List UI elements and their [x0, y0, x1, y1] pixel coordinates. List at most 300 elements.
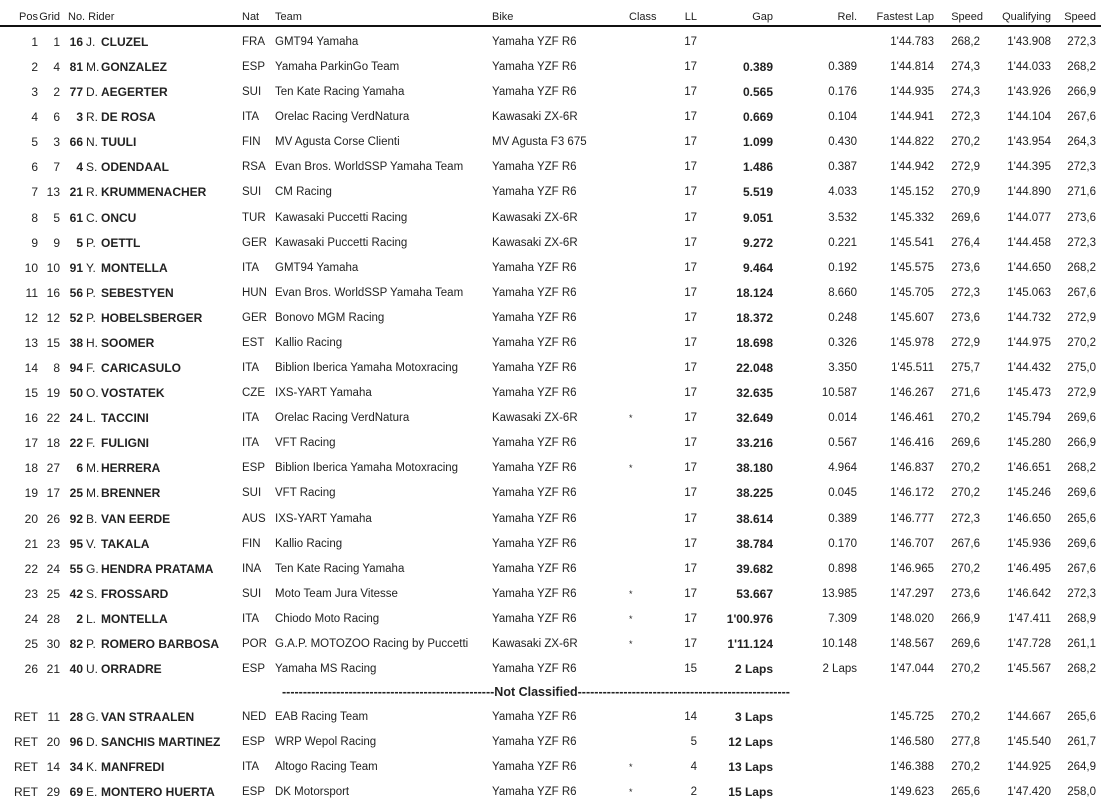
cell-team: Moto Team Jura Vitesse — [275, 587, 398, 600]
cell-qualifying: 1'44.432 — [1007, 362, 1051, 375]
cell-surname: SEBESTYEN — [101, 285, 174, 300]
cell-pos: 24 — [24, 611, 38, 626]
cell-initial: G. — [86, 710, 99, 724]
cell-gap: 0.389 — [742, 60, 773, 75]
cell-fastest-lap: 1'46.267 — [890, 387, 934, 400]
cell-gap: 32.649 — [736, 411, 773, 426]
not-classified-separator: ---------------------------------------------------Not Classified--------------------------------------------------- — [282, 685, 790, 699]
table-row — [0, 183, 1106, 201]
header-nat: Nat — [242, 11, 260, 23]
cell-ll: 17 — [684, 61, 697, 74]
cell-grid: 28 — [46, 611, 60, 626]
cell-qual-speed: 261,1 — [1067, 637, 1096, 650]
cell-grid: 21 — [46, 662, 60, 676]
cell-qual-speed: 268,2 — [1067, 663, 1096, 675]
cell-pos: 23 — [24, 586, 38, 601]
cell-speed: 270,2 — [951, 761, 980, 774]
cell-gap: 38.180 — [736, 461, 773, 476]
cell-qual-speed: 267,6 — [1067, 286, 1096, 299]
cell-grid: 7 — [53, 160, 60, 175]
cell-ll: 17 — [684, 562, 697, 575]
cell-fastest-lap: 1'45.607 — [890, 311, 934, 324]
cell-no: 25 — [69, 486, 83, 501]
cell-qual-speed: 265,6 — [1067, 512, 1096, 525]
table-row — [0, 585, 1106, 603]
cell-speed: 265,6 — [951, 786, 980, 799]
cell-team: MV Agusta Corse Clienti — [275, 136, 400, 149]
cell-grid: 24 — [46, 561, 60, 576]
cell-rel: 0.176 — [828, 86, 857, 99]
cell-ll: 17 — [684, 512, 697, 525]
cell-initial: L. — [86, 611, 97, 626]
cell-gap: 18.124 — [736, 285, 773, 300]
cell-team: Kallio Racing — [275, 336, 343, 349]
cell-qual-speed: 272,3 — [1067, 36, 1096, 48]
cell-initial: H. — [86, 335, 98, 350]
cell-rel: 0.104 — [828, 111, 857, 124]
cell-ll: 17 — [684, 261, 697, 274]
cell-no: 42 — [69, 586, 83, 601]
cell-fastest-lap: 1'45.332 — [890, 211, 934, 224]
cell-qual-speed: 267,6 — [1067, 111, 1096, 124]
cell-pos: 20 — [24, 511, 38, 526]
cell-no: 2 — [76, 611, 83, 626]
cell-pos: 14 — [24, 361, 38, 376]
cell-bike: Yamaha YZF R6 — [492, 362, 577, 375]
cell-qual-speed: 272,9 — [1067, 311, 1096, 324]
cell-fastest-lap: 1'44.814 — [890, 61, 934, 74]
table-row — [0, 635, 1106, 653]
cell-qual-speed: 269,6 — [1067, 412, 1096, 425]
cell-gap: 53.667 — [736, 586, 773, 601]
cell-speed: 270,2 — [951, 412, 980, 425]
cell-pos: 26 — [24, 662, 38, 676]
cell-surname: HENDRA PRATAMA — [101, 561, 214, 576]
cell-bike: Yamaha YZF R6 — [492, 487, 577, 500]
cell-grid: 8 — [53, 361, 60, 376]
cell-nat: NED — [242, 711, 267, 723]
cell-rel: 0.170 — [828, 537, 857, 550]
table-row — [0, 708, 1106, 726]
cell-team: IXS-YART Yamaha — [275, 512, 372, 525]
cell-ll: 17 — [684, 161, 697, 174]
cell-nat: ESP — [242, 61, 266, 74]
cell-fastest-lap: 1'46.580 — [890, 736, 934, 749]
table-row — [0, 384, 1106, 402]
cell-fastest-lap: 1'45.152 — [890, 186, 934, 199]
cell-team: Kallio Racing — [275, 537, 343, 550]
cell-bike: MV Agusta F3 675 — [492, 136, 587, 149]
cell-surname: BRENNER — [101, 486, 161, 501]
cell-gap: 0.669 — [742, 110, 773, 125]
cell-surname: AEGERTER — [101, 85, 168, 100]
cell-pos: 18 — [24, 461, 38, 476]
cell-nat: TUR — [242, 211, 266, 224]
cell-ll: 17 — [684, 86, 697, 99]
cell-fastest-lap: 1'46.172 — [890, 487, 934, 500]
cell-surname: VAN STRAALEN — [101, 710, 195, 724]
cell-pos: 12 — [24, 310, 38, 325]
cell-no: 28 — [69, 710, 83, 724]
cell-nat: FIN — [242, 136, 261, 149]
cell-qual-speed: 264,3 — [1067, 136, 1096, 149]
cell-speed: 272,9 — [951, 336, 980, 349]
cell-surname: ROMERO BARBOSA — [101, 636, 220, 651]
cell-speed: 277,8 — [951, 736, 980, 749]
cell-bike: Kawasaki ZX-6R — [492, 637, 578, 650]
cell-class: * — [629, 463, 633, 474]
cell-nat: GER — [242, 311, 267, 324]
cell-qualifying: 1'46.642 — [1007, 587, 1051, 600]
cell-speed: 266,9 — [951, 612, 980, 625]
cell-surname: OETTL — [101, 235, 141, 250]
cell-gap: 22.048 — [736, 361, 773, 376]
cell-surname: TAKALA — [101, 536, 150, 551]
cell-no: 95 — [69, 536, 83, 551]
cell-initial: E. — [86, 785, 98, 800]
cell-gap: 38.225 — [736, 486, 773, 501]
cell-nat: ITA — [242, 437, 260, 450]
table-row — [0, 560, 1106, 578]
cell-team: G.A.P. MOTOZOO Racing by Puccetti — [275, 637, 469, 650]
cell-gap: 1'00.976 — [726, 611, 773, 626]
cell-nat: FIN — [242, 537, 261, 550]
cell-fastest-lap: 1'46.965 — [890, 562, 934, 575]
cell-initial: C. — [86, 210, 98, 225]
cell-no: 77 — [69, 85, 83, 100]
cell-rel: 8.660 — [828, 286, 857, 299]
cell-initial: K. — [86, 760, 98, 775]
cell-ll: 17 — [684, 487, 697, 500]
cell-rel: 0.192 — [828, 261, 857, 274]
cell-no: 24 — [69, 411, 83, 426]
cell-initial: S. — [86, 160, 98, 175]
table-row — [0, 309, 1106, 327]
cell-nat: EST — [242, 336, 265, 349]
cell-qual-speed: 258,0 — [1067, 786, 1096, 799]
cell-nat: ESP — [242, 786, 266, 799]
cell-gap: 38.784 — [736, 536, 773, 551]
cell-speed: 272,3 — [951, 512, 980, 525]
cell-ll: 17 — [684, 186, 697, 199]
cell-speed: 269,6 — [951, 211, 980, 224]
cell-pos: 15 — [24, 386, 38, 401]
cell-no: 66 — [69, 135, 83, 150]
cell-bike: Yamaha YZF R6 — [492, 286, 577, 299]
cell-ll: 15 — [684, 663, 697, 675]
cell-pos: 16 — [24, 411, 38, 426]
cell-bike: Yamaha YZF R6 — [492, 537, 577, 550]
cell-pos: 4 — [31, 110, 38, 125]
header-gap: Gap — [752, 11, 773, 23]
cell-nat: ESP — [242, 663, 266, 675]
cell-speed: 269,6 — [951, 437, 980, 450]
cell-qualifying: 1'44.925 — [1007, 761, 1051, 774]
header-class: Class — [629, 11, 657, 23]
cell-speed: 270,2 — [951, 136, 980, 149]
cell-fastest-lap: 1'44.941 — [890, 111, 934, 124]
cell-nat: SUI — [242, 487, 262, 500]
cell-ll: 17 — [684, 437, 697, 450]
cell-nat: FRA — [242, 36, 265, 48]
cell-pos: 17 — [24, 436, 38, 451]
cell-team: GMT94 Yamaha — [275, 36, 359, 48]
cell-ll: 17 — [684, 211, 697, 224]
cell-initial: M. — [86, 486, 100, 501]
cell-fastest-lap: 1'46.461 — [890, 412, 934, 425]
cell-speed: 272,3 — [951, 286, 980, 299]
cell-surname: ODENDAAL — [101, 160, 169, 175]
cell-pos: 1 — [31, 35, 38, 49]
cell-speed: 270,2 — [951, 462, 980, 475]
cell-qualifying: 1'44.033 — [1007, 61, 1051, 74]
cell-qual-speed: 272,3 — [1067, 236, 1096, 249]
cell-pos: RET — [14, 760, 38, 775]
cell-pos: 7 — [31, 185, 38, 200]
table-row — [0, 33, 1106, 51]
cell-ll: 17 — [684, 286, 697, 299]
cell-grid: 12 — [46, 310, 60, 325]
cell-qual-speed: 266,9 — [1067, 86, 1096, 99]
cell-team: VFT Racing — [275, 437, 336, 450]
cell-bike: Yamaha YZF R6 — [492, 437, 577, 450]
cell-rel: 4.033 — [828, 186, 857, 199]
cell-nat: POR — [242, 637, 267, 650]
cell-pos: 9 — [31, 235, 38, 250]
table-row — [0, 459, 1106, 477]
cell-nat: HUN — [242, 286, 267, 299]
header-divider — [0, 25, 1101, 27]
cell-team: Evan Bros. WorldSSP Yamaha Team — [275, 286, 464, 299]
cell-bike: Kawasaki ZX-6R — [492, 412, 578, 425]
cell-class: * — [629, 638, 633, 649]
cell-fastest-lap: 1'44.822 — [890, 136, 934, 149]
cell-initial: S. — [86, 586, 98, 601]
cell-bike: Yamaha YZF R6 — [492, 186, 577, 199]
cell-speed: 273,6 — [951, 311, 980, 324]
cell-bike: Yamaha YZF R6 — [492, 512, 577, 525]
cell-qual-speed: 265,6 — [1067, 711, 1096, 723]
cell-ll: 4 — [690, 761, 697, 774]
cell-ll: 17 — [684, 637, 697, 650]
cell-fastest-lap: 1'44.783 — [890, 36, 934, 48]
cell-speed: 275,7 — [951, 362, 980, 375]
cell-gap: 1'11.124 — [727, 636, 773, 651]
cell-surname: TUULI — [101, 135, 137, 150]
cell-qual-speed: 261,7 — [1067, 736, 1096, 749]
cell-team: DK Motorsport — [275, 786, 350, 799]
cell-qual-speed: 268,2 — [1067, 462, 1096, 475]
cell-class: * — [629, 588, 633, 599]
cell-gap: 9.051 — [742, 210, 773, 225]
cell-bike: Yamaha YZF R6 — [492, 311, 577, 324]
cell-team: Evan Bros. WorldSSP Yamaha Team — [275, 161, 464, 174]
cell-surname: FULIGNI — [101, 436, 149, 451]
cell-bike: Yamaha YZF R6 — [492, 261, 577, 274]
cell-surname: DE ROSA — [101, 110, 156, 125]
cell-bike: Yamaha YZF R6 — [492, 711, 577, 723]
cell-qualifying: 1'46.650 — [1007, 512, 1051, 525]
cell-surname: CLUZEL — [101, 35, 149, 49]
cell-fastest-lap: 1'45.575 — [890, 261, 934, 274]
cell-qualifying: 1'47.411 — [1008, 612, 1051, 625]
table-row — [0, 409, 1106, 427]
cell-initial: M. — [86, 60, 100, 75]
cell-grid: 16 — [46, 285, 60, 300]
cell-grid: 5 — [53, 210, 60, 225]
cell-qual-speed: 268,2 — [1067, 61, 1096, 74]
cell-qual-speed: 269,6 — [1067, 537, 1096, 550]
cell-no: 40 — [69, 662, 83, 676]
table-row — [0, 234, 1106, 252]
cell-bike: Yamaha YZF R6 — [492, 61, 577, 74]
cell-grid: 17 — [46, 486, 60, 501]
cell-initial: P. — [86, 310, 96, 325]
cell-no: 61 — [69, 210, 83, 225]
header-qual-speed: Speed — [1064, 11, 1096, 23]
cell-surname: VOSTATEK — [101, 386, 165, 401]
cell-speed: 268,2 — [951, 36, 980, 48]
cell-qualifying: 1'43.908 — [1007, 36, 1051, 48]
cell-qual-speed: 269,6 — [1067, 487, 1096, 500]
cell-bike: Kawasaki ZX-6R — [492, 211, 578, 224]
cell-bike: Yamaha YZF R6 — [492, 562, 577, 575]
cell-gap: 9.464 — [742, 260, 773, 275]
cell-fastest-lap: 1'47.297 — [890, 587, 934, 600]
cell-grid: 2 — [53, 85, 60, 100]
cell-team: GMT94 Yamaha — [275, 261, 359, 274]
cell-team: Kawasaki Puccetti Racing — [275, 211, 408, 224]
cell-team: Orelac Racing VerdNatura — [275, 412, 410, 425]
cell-qualifying: 1'45.280 — [1007, 437, 1051, 450]
cell-fastest-lap: 1'46.777 — [890, 512, 934, 525]
cell-team: Ten Kate Racing Yamaha — [275, 86, 405, 99]
cell-speed: 269,6 — [951, 637, 980, 650]
cell-nat: INA — [242, 562, 262, 575]
cell-grid: 1 — [53, 35, 60, 49]
cell-pos: 3 — [31, 85, 38, 100]
cell-fastest-lap: 1'46.837 — [890, 462, 934, 475]
cell-gap: 32.635 — [736, 386, 773, 401]
cell-gap: 1.486 — [742, 160, 773, 175]
cell-pos: 8 — [31, 210, 38, 225]
cell-qual-speed: 267,6 — [1067, 562, 1096, 575]
cell-pos: 25 — [24, 636, 38, 651]
cell-no: 94 — [69, 361, 83, 376]
cell-bike: Yamaha YZF R6 — [492, 387, 577, 400]
cell-grid: 23 — [46, 536, 60, 551]
cell-qual-speed: 266,9 — [1067, 437, 1096, 450]
cell-grid: 4 — [53, 60, 60, 75]
cell-speed: 274,3 — [951, 86, 980, 99]
table-row — [0, 510, 1106, 528]
header-team: Team — [275, 11, 302, 23]
cell-no: 21 — [69, 185, 83, 200]
cell-initial: Y. — [86, 260, 96, 275]
cell-speed: 276,4 — [951, 236, 980, 249]
cell-qual-speed: 273,6 — [1067, 211, 1096, 224]
cell-fastest-lap: 1'45.725 — [890, 711, 934, 723]
cell-pos: 19 — [24, 486, 38, 501]
cell-bike: Yamaha YZF R6 — [492, 587, 577, 600]
cell-no: 34 — [69, 760, 83, 775]
cell-bike: Kawasaki ZX-6R — [492, 236, 578, 249]
cell-bike: Yamaha YZF R6 — [492, 736, 577, 749]
cell-surname: FROSSARD — [101, 586, 169, 601]
cell-surname: SOOMER — [101, 335, 155, 350]
cell-speed: 267,6 — [951, 537, 980, 550]
cell-initial: O. — [86, 386, 99, 401]
cell-class: * — [629, 762, 633, 773]
header-qualifying: Qualifying — [1002, 11, 1051, 23]
cell-surname: MONTELLA — [101, 611, 168, 626]
cell-team: EAB Racing Team — [275, 711, 369, 723]
cell-no: 6 — [76, 461, 83, 476]
cell-surname: GONZALEZ — [101, 60, 167, 75]
cell-speed: 274,3 — [951, 61, 980, 74]
cell-initial: G. — [86, 561, 99, 576]
cell-nat: SUI — [242, 186, 262, 199]
cell-initial: L. — [86, 411, 97, 426]
cell-qual-speed: 264,9 — [1067, 761, 1096, 774]
cell-grid: 26 — [46, 511, 60, 526]
table-header — [0, 9, 1106, 25]
cell-grid: 13 — [46, 185, 60, 200]
header-fastest-lap: Fastest Lap — [876, 11, 934, 23]
cell-rel: 0.387 — [828, 161, 857, 174]
cell-qualifying: 1'44.458 — [1007, 236, 1051, 249]
cell-no: 16 — [69, 35, 83, 49]
table-row — [0, 133, 1106, 151]
cell-gap: 38.614 — [736, 511, 773, 526]
cell-qualifying: 1'46.495 — [1007, 562, 1051, 575]
cell-initial: F. — [86, 361, 96, 376]
cell-nat: ESP — [242, 736, 266, 749]
cell-gap: 18.698 — [736, 335, 773, 350]
cell-team: Ten Kate Racing Yamaha — [275, 562, 405, 575]
cell-grid: 22 — [46, 411, 60, 426]
table-row — [0, 259, 1106, 277]
cell-team: Bonovo MGM Racing — [275, 311, 385, 324]
cell-team: CM Racing — [275, 186, 332, 199]
cell-grid: 27 — [46, 461, 60, 476]
cell-initial: M. — [86, 461, 100, 476]
table-row — [0, 158, 1106, 176]
cell-qualifying: 1'43.926 — [1007, 86, 1051, 99]
cell-rel: 2 Laps — [822, 663, 857, 675]
cell-fastest-lap: 1'46.416 — [890, 437, 934, 450]
cell-rel: 0.221 — [828, 236, 857, 249]
cell-bike: Yamaha YZF R6 — [492, 86, 577, 99]
cell-rel: 7.309 — [828, 612, 857, 625]
cell-initial: V. — [86, 536, 97, 551]
cell-gap: 0.565 — [742, 85, 773, 100]
cell-nat: RSA — [242, 161, 266, 174]
cell-gap: 33.216 — [736, 436, 773, 451]
cell-no: 52 — [69, 310, 83, 325]
cell-speed: 273,6 — [951, 587, 980, 600]
cell-rel: 0.248 — [828, 311, 857, 324]
cell-no: 4 — [76, 160, 83, 175]
cell-qualifying: 1'44.395 — [1007, 161, 1051, 174]
cell-nat: ITA — [242, 412, 260, 425]
cell-rel: 4.964 — [828, 462, 857, 475]
cell-surname: MONTERO HUERTA — [101, 785, 215, 800]
header-no-rider: No. Rider — [68, 11, 115, 23]
cell-bike: Yamaha YZF R6 — [492, 663, 577, 675]
cell-nat: SUI — [242, 587, 262, 600]
cell-no: 56 — [69, 285, 83, 300]
